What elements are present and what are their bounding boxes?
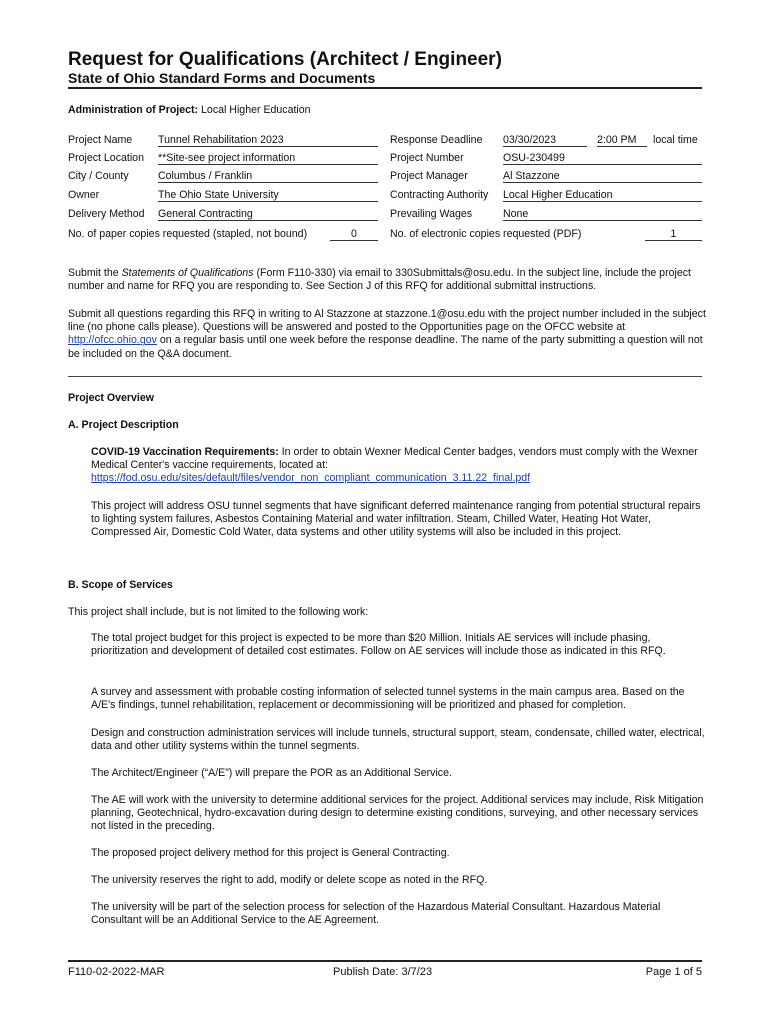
scope-item: A survey and assessment with probable costing information of selected tunnel systems in the main campus area. Based on the A/E's findings, tunnel rehabilitation, replacement or decommissioning will be prioritized and phased for completion. xyxy=(91,686,685,712)
scope-item: The university reserves the right to add, modify or delete scope as noted in the RFQ. xyxy=(91,874,488,886)
delivery-method-value: General Contracting xyxy=(158,208,378,221)
scope-item: The AE will work with the university to determine additional services for the project. Additional services may include, Risk Mitigation planning, Geotechnical, hydro-excavation during design to determine existing conditions, surveying, and other necessary services not listed in the preceding. xyxy=(91,794,704,833)
header-rule xyxy=(68,87,702,89)
administration-line xyxy=(68,104,311,116)
covid-requirements: COVID-19 Vaccination Requirements: In order to obtain Wexner Medical Center badges, vendors must comply with the Wexner Medical Center's vaccine requirements, located at: https://fod.osu.edu/sites/default/files/vendor_non_compliant_communication_3.11.22_final.pdf xyxy=(91,446,698,485)
footer-rule xyxy=(68,960,702,962)
project-number-value: OSU-230499 xyxy=(503,152,702,165)
response-deadline-suffix: local time xyxy=(653,134,698,146)
paper-copies-label: No. of paper copies requested (stapled, not bound) xyxy=(68,228,308,240)
response-deadline-label: Response Deadline xyxy=(390,134,483,146)
scope-item: The proposed project delivery method for this project is General Contracting. xyxy=(91,847,450,859)
project-manager-label: Project Manager xyxy=(390,170,468,182)
submittal-instructions: Submit the Statements of Qualifications (Form F110-330) via email to 330Submittals@osu.edu. In the subject line, include the project number and name for RFQ you are responding to. See Section J of this RFQ for additional submittal instructions. xyxy=(68,267,691,293)
project-location-label: Project Location xyxy=(68,152,144,164)
project-description: This project will address OSU tunnel segments that have significant deferred maintenance ranging from potential structural repairs to lighting system failures, Asbestos Containing Material and water infiltration. Steam, Chilled Water, Heating Hot Water, Compressed Air, Domestic Cold Water, data systems and other utility systems will also be included in this project. xyxy=(91,500,701,539)
contracting-authority-label: Contracting Authority xyxy=(390,189,489,201)
electronic-copies-value: 1 xyxy=(645,228,702,241)
scope-item: Design and construction administration services will include tunnels, structural support, steam, condensate, chilled water, electrical, data and other utility systems within the tunnel segments. xyxy=(91,727,705,753)
section-divider xyxy=(68,376,702,377)
project-manager-value: Al Stazzone xyxy=(503,170,702,183)
scope-item: The total project budget for this project is expected to be more than $20 Million. Initials AE services will include phasing, prioritization and development of detailed cost estimates. Follow on AE services will include those as indicated in this RFQ. xyxy=(91,632,666,658)
document-title: Request for Qualifications (Architect / Engineer) xyxy=(68,49,502,70)
prevailing-wages-label: Prevailing Wages xyxy=(390,208,473,220)
project-location-value: **Site-see project information xyxy=(158,152,378,165)
ofcc-website-link[interactable]: http://ofcc.ohio.gov xyxy=(68,334,157,347)
response-deadline-time: 2:00 PM xyxy=(597,134,647,147)
owner-label: Owner xyxy=(68,189,100,201)
delivery-method-label: Delivery Method xyxy=(68,208,145,220)
scope-item: The Architect/Engineer (“A/E”) will prepare the POR as an Additional Service. xyxy=(91,767,452,779)
project-name-value: Tunnel Rehabilitation 2023 xyxy=(158,134,378,147)
project-number-label: Project Number xyxy=(390,152,464,164)
scope-intro: This project shall include, but is not limited to the following work: xyxy=(68,606,369,618)
footer-page-number: Page 1 of 5 xyxy=(645,966,702,978)
administration-label: Administration of Project: xyxy=(68,104,199,116)
prevailing-wages-value: None xyxy=(503,208,702,221)
section-b-heading: B. Scope of Services xyxy=(68,579,173,591)
project-name-label: Project Name xyxy=(68,134,133,146)
paper-copies-value: 0 xyxy=(330,228,378,241)
administration-value: Local Higher Education xyxy=(201,104,311,116)
city-county-label: City / County xyxy=(68,170,129,182)
section-a-heading: A. Project Description xyxy=(68,419,179,431)
footer-form-number: F110-02-2022-MAR xyxy=(68,966,165,978)
questions-instructions: Submit all questions regarding this RFQ in writing to Al Stazzone at stazzone.1@osu.edu with the project number included in the subject line (no phone calls please). Questions will be answered and posted to the Opportunities page on the OFCC website at http://ofcc.ohio.gov on a regular basis until one week before the response deadline. The name of the party submitting a question will not be included on the Q&A document. xyxy=(68,308,706,360)
response-deadline-date: 03/30/2023 xyxy=(503,134,587,147)
scope-item: The university will be part of the selection process for selection of the Hazardous Material Consultant. Hazardous Material Consultant will be an Additional Service to the AE Agreement. xyxy=(91,901,661,927)
document-subtitle: State of Ohio Standard Forms and Documents xyxy=(68,70,376,86)
owner-value: The Ohio State University xyxy=(158,189,378,202)
footer-publish-date: Publish Date: 3/7/23 xyxy=(333,966,433,978)
contracting-authority-value: Local Higher Education xyxy=(503,189,702,202)
electronic-copies-label: No. of electronic copies requested (PDF) xyxy=(390,228,582,240)
project-overview-heading: Project Overview xyxy=(68,392,154,404)
vaccine-policy-link[interactable]: https://fod.osu.edu/sites/default/files/vendor_non_compliant_communication_3.11.22_final.pdf xyxy=(91,472,531,485)
city-county-value: Columbus / Franklin xyxy=(158,170,378,183)
